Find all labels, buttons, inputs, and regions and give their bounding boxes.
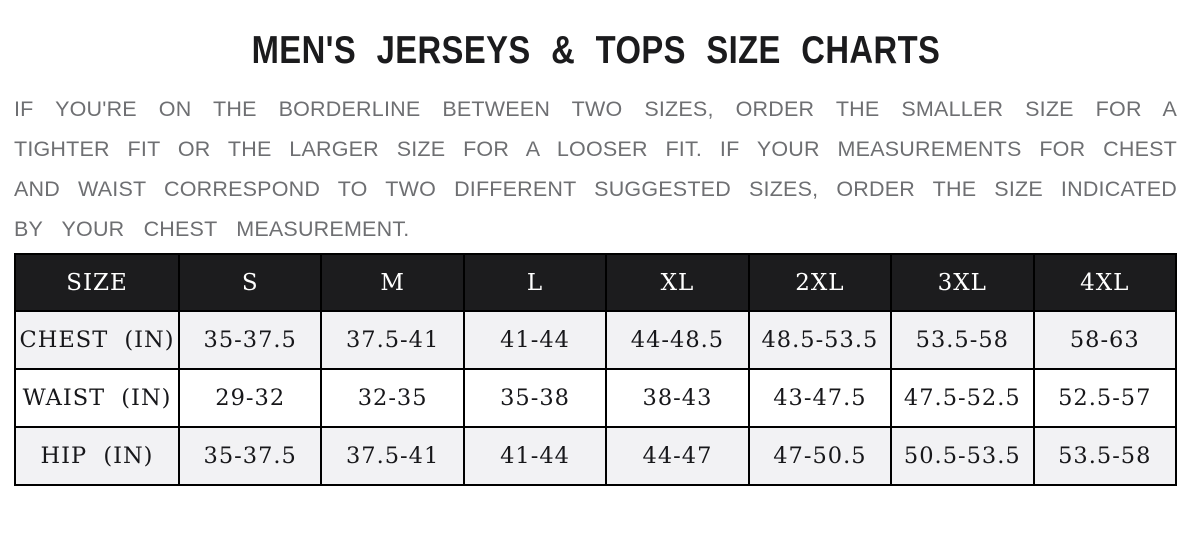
table-row-waist <box>15 369 1176 427</box>
table-cell: 50.5-53.5 <box>891 427 1033 485</box>
column-header-xl: XL <box>606 254 748 311</box>
intro-line: AND WAIST CORRESPOND TO TWO DIFFERENT SUGGESTED SIZES, ORDER THE SIZE INDICATED <box>14 177 1177 201</box>
table-cell: 47.5-52.5 <box>891 369 1033 427</box>
table-cell: 48.5-53.5 <box>749 311 891 369</box>
column-header-size: SIZE <box>15 254 179 311</box>
intro-paragraph <box>14 89 1177 249</box>
column-header-3xl: 3XL <box>891 254 1033 311</box>
column-header-4xl: 4XL <box>1034 254 1176 311</box>
intro-line: BY YOUR CHEST MEASUREMENT. <box>14 217 410 241</box>
intro-line: IF YOU'RE ON THE BORDERLINE BETWEEN TWO SIZES, ORDER THE SMALLER SIZE FOR A <box>14 97 1177 121</box>
table-cell: 37.5-41 <box>321 311 463 369</box>
table-cell: 41-44 <box>464 427 606 485</box>
table-cell: 44-48.5 <box>606 311 748 369</box>
table-cell: 53.5-58 <box>891 311 1033 369</box>
table-cell: 58-63 <box>1034 311 1176 369</box>
table-cell: 37.5-41 <box>321 427 463 485</box>
table-cell: 35-37.5 <box>179 311 321 369</box>
column-header-l: L <box>464 254 606 311</box>
column-header-s: S <box>179 254 321 311</box>
table-row-chest <box>15 311 1176 369</box>
table-header-row <box>15 254 1176 311</box>
table-cell: 41-44 <box>464 311 606 369</box>
table-cell: 35-38 <box>464 369 606 427</box>
page-title: MEN'S JERSEYS & TOPS SIZE CHARTS <box>251 29 940 72</box>
table-cell: 44-47 <box>606 427 748 485</box>
column-header-2xl: 2XL <box>749 254 891 311</box>
table-cell: 43-47.5 <box>749 369 891 427</box>
table-cell: 32-35 <box>321 369 463 427</box>
row-label-chest: CHEST (IN) <box>15 311 179 369</box>
table-cell: 52.5-57 <box>1034 369 1176 427</box>
table-cell: 53.5-58 <box>1034 427 1176 485</box>
table-cell: 47-50.5 <box>749 427 891 485</box>
size-chart-page <box>0 28 1191 486</box>
table-cell: 38-43 <box>606 369 748 427</box>
intro-line: TIGHTER FIT OR THE LARGER SIZE FOR A LOOSER FIT. IF YOUR MEASUREMENTS FOR CHEST <box>14 137 1177 161</box>
table-cell: 29-32 <box>179 369 321 427</box>
table-cell: 35-37.5 <box>179 427 321 485</box>
column-header-m: M <box>321 254 463 311</box>
row-label-waist: WAIST (IN) <box>15 369 179 427</box>
page-title-wrap <box>14 28 1177 74</box>
row-label-hip: HIP (IN) <box>15 427 179 485</box>
table-row-hip <box>15 427 1176 485</box>
size-chart-table <box>14 253 1177 486</box>
